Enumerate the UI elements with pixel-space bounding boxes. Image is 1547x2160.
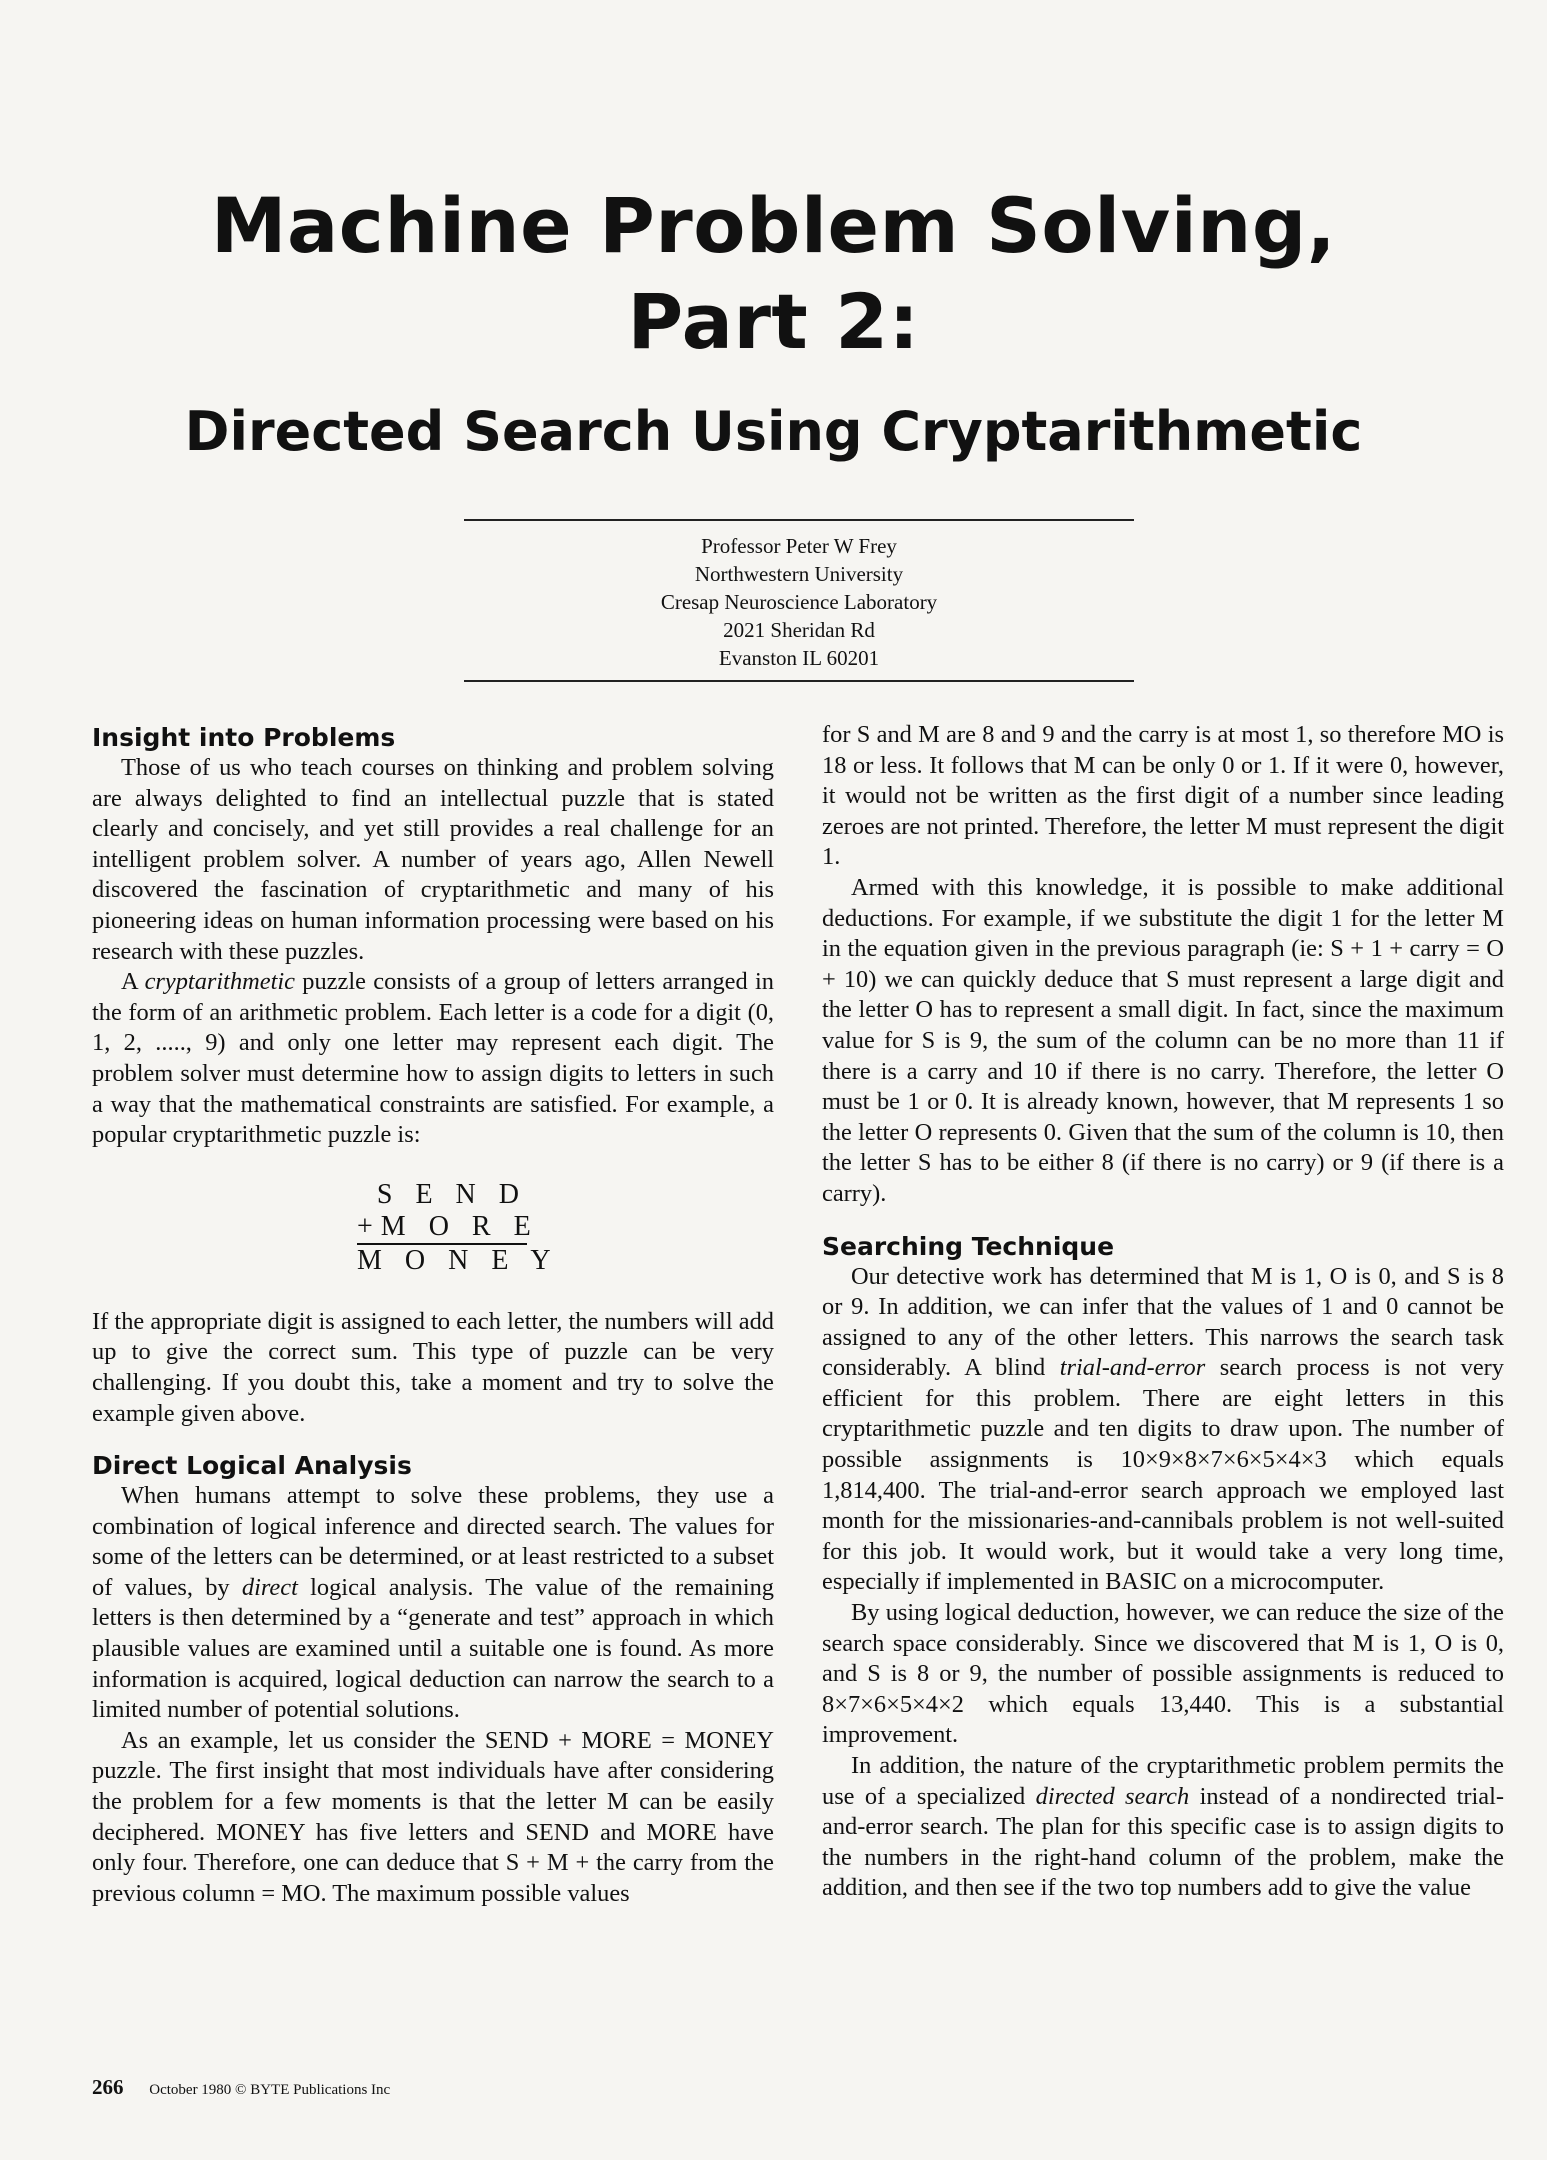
publication-credit: October 1980 © BYTE Publications Inc: [149, 2082, 391, 2098]
right-column: [822, 720, 1504, 1904]
author-block: [464, 532, 1134, 672]
paragraph: Those of us who teach courses on thinking and problem solving are always delighted to find an intellectual puzzle that is stated clearly and concisely, and yet still provides a real challenge for an intelligent problem solver. A number of years ago, Allen Newell discovered the fascination of cryptarithmetic and many of his pioneering ideas on human information processing were based on his research with these puzzles.: [92, 754, 774, 965]
paragraph: By using logical deduction, however, we can reduce the size of the search space considerably. Since we discovered that M is 1, O is 0, and S is 8 or 9, the number of possible assignments is reduced to 8×7×6×5×4×2 which equals 13,440. This is a substantial improvement.: [822, 1599, 1504, 1749]
left-column: [92, 722, 774, 1909]
article-subtitle: Directed Search Using Cryptarithmetic: [184, 400, 1363, 463]
paragraph: When humans attempt to solve these problems, they use a combination of logical inference and directed search. The values for some of the letters can be determined, or at least restricted to a subset of values, by direct logical analysis. The value of the remaining letters is then determined by a “generate and test” approach in which plausible values are examined until a suitable one is found. As more information is acquired, logical deduction can narrow the search to a limited number of potential solutions.: [92, 1482, 774, 1724]
paragraph: If the appropriate digit is assigned to each letter, the numbers will add up to give the correct sum. This type of puzzle can be very challenging. If you doubt this, take a moment and try to solve the example given above.: [92, 1307, 774, 1427]
puzzle-row-more: +M O R E: [357, 1210, 539, 1242]
paragraph: Armed with this knowledge, it is possible to make additional deductions. For example, if we substitute the digit 1 for the letter M in the equation given in the previous paragraph (ie: S + 1 + carry = O + 10) we can quickly deduce that S must represent a large digit and the letter O has to represent a small digit. In fact, since the maximum value for S is 9, the sum of the column can be no more than 11 if there is a carry and 10 if there is no carry. Therefore, the letter O must be 1 or 0. It is already known, however, that M represents 1 so the letter O represents 0. Given that the sum of the column is 10, then the letter S has to be either 8 (if there is no carry) or 9 (if there is a carry).: [822, 873, 1504, 1207]
puzzle-row-send: S E N D: [376, 1178, 527, 1210]
puzzle-row-money: M O N E Y: [357, 1244, 559, 1276]
paragraph: In addition, the nature of the cryptarithmetic problem permits the use of a specialized directed search instead of a nondirected trial-and-error search. The plan for this specific case is to assign digits to the numbers in the right-hand column of the problem, make the addition, and then see if the two top numbers add to give the value: [822, 1752, 1504, 1902]
author-university: Northwestern University: [694, 562, 904, 586]
article-title: [0, 178, 1547, 370]
paragraph: As an example, let us consider the SEND + MORE = MONEY puzzle. The first insight that most individuals have after considering the problem for a few moments is that the letter M can be easily deciphered. MONEY has five letters and SEND and MORE have only four. Therefore, one can deduce that S + M + the carry from the previous column = MO. The maximum possible values: [92, 1726, 774, 1907]
bottom-rule: [464, 680, 1134, 682]
author-lab: Cresap Neuroscience Laboratory: [660, 590, 938, 614]
heading-searching: Searching Technique: [822, 1231, 1115, 1261]
heading-insight: Insight into Problems: [92, 723, 396, 752]
paragraph: for S and M are 8 and 9 and the carry is at most 1, so therefore MO is 18 or less. It follows that M can be only 0 or 1. If it were 0, however, it would not be written as the first digit of a number since leading zeroes are not printed. Therefore, the letter M must represent the digit 1.: [822, 721, 1504, 871]
top-rule: [464, 519, 1134, 521]
paragraph: Our detective work has determined that M is 1, O is 0, and S is 8 or 9. In addition, we can infer that the values of 1 and 0 cannot be assigned to any of the other letters. This narrows the search task considerably. A blind trial-and-error search process is not very efficient for this problem. There are eight letters in this cryptarithmetic puzzle and ten digits to draw upon. The number of possible assignments is 10×9×8×7×6×5×4×3 which equals 1,814,400. The trial-and-error search approach we employed last month for the missionaries-and-cannibals problem is not well-suited for this job. It would work, but it would take a very long time, especially if implemented in BASIC on a microcomputer.: [822, 1262, 1504, 1596]
page-footer: [92, 2075, 390, 2100]
title-line-1: Machine Problem Solving,: [210, 181, 1337, 270]
emphasis: cryptarithmetic: [144, 968, 295, 996]
heading-direct-logical: Direct Logical Analysis: [92, 1451, 412, 1481]
emphasis: directed search: [1035, 1782, 1190, 1810]
title-line-2: Part 2:: [627, 277, 920, 366]
paragraph: A cryptarithmetic puzzle consists of a group of letters arranged in the form of an arithmetic problem. Each letter is a code for a digit (0, 1, 2, ....., 9) and only one letter may represent each digit. The problem solver must determine how to assign digits to letters in such a way that the mathematical constraints are satisfied. For example, a popular cryptarithmetic puzzle is:: [92, 968, 774, 1149]
emphasis: trial-and-error: [1059, 1354, 1206, 1382]
author-city: Evanston IL 60201: [718, 646, 880, 670]
author-street: 2021 Sheridan Rd: [723, 618, 875, 642]
emphasis: direct: [241, 1573, 298, 1601]
author-name: Professor Peter W Frey: [701, 534, 897, 558]
cryptarithm-puzzle: [357, 1178, 559, 1277]
page-number: 266: [92, 2075, 124, 2099]
